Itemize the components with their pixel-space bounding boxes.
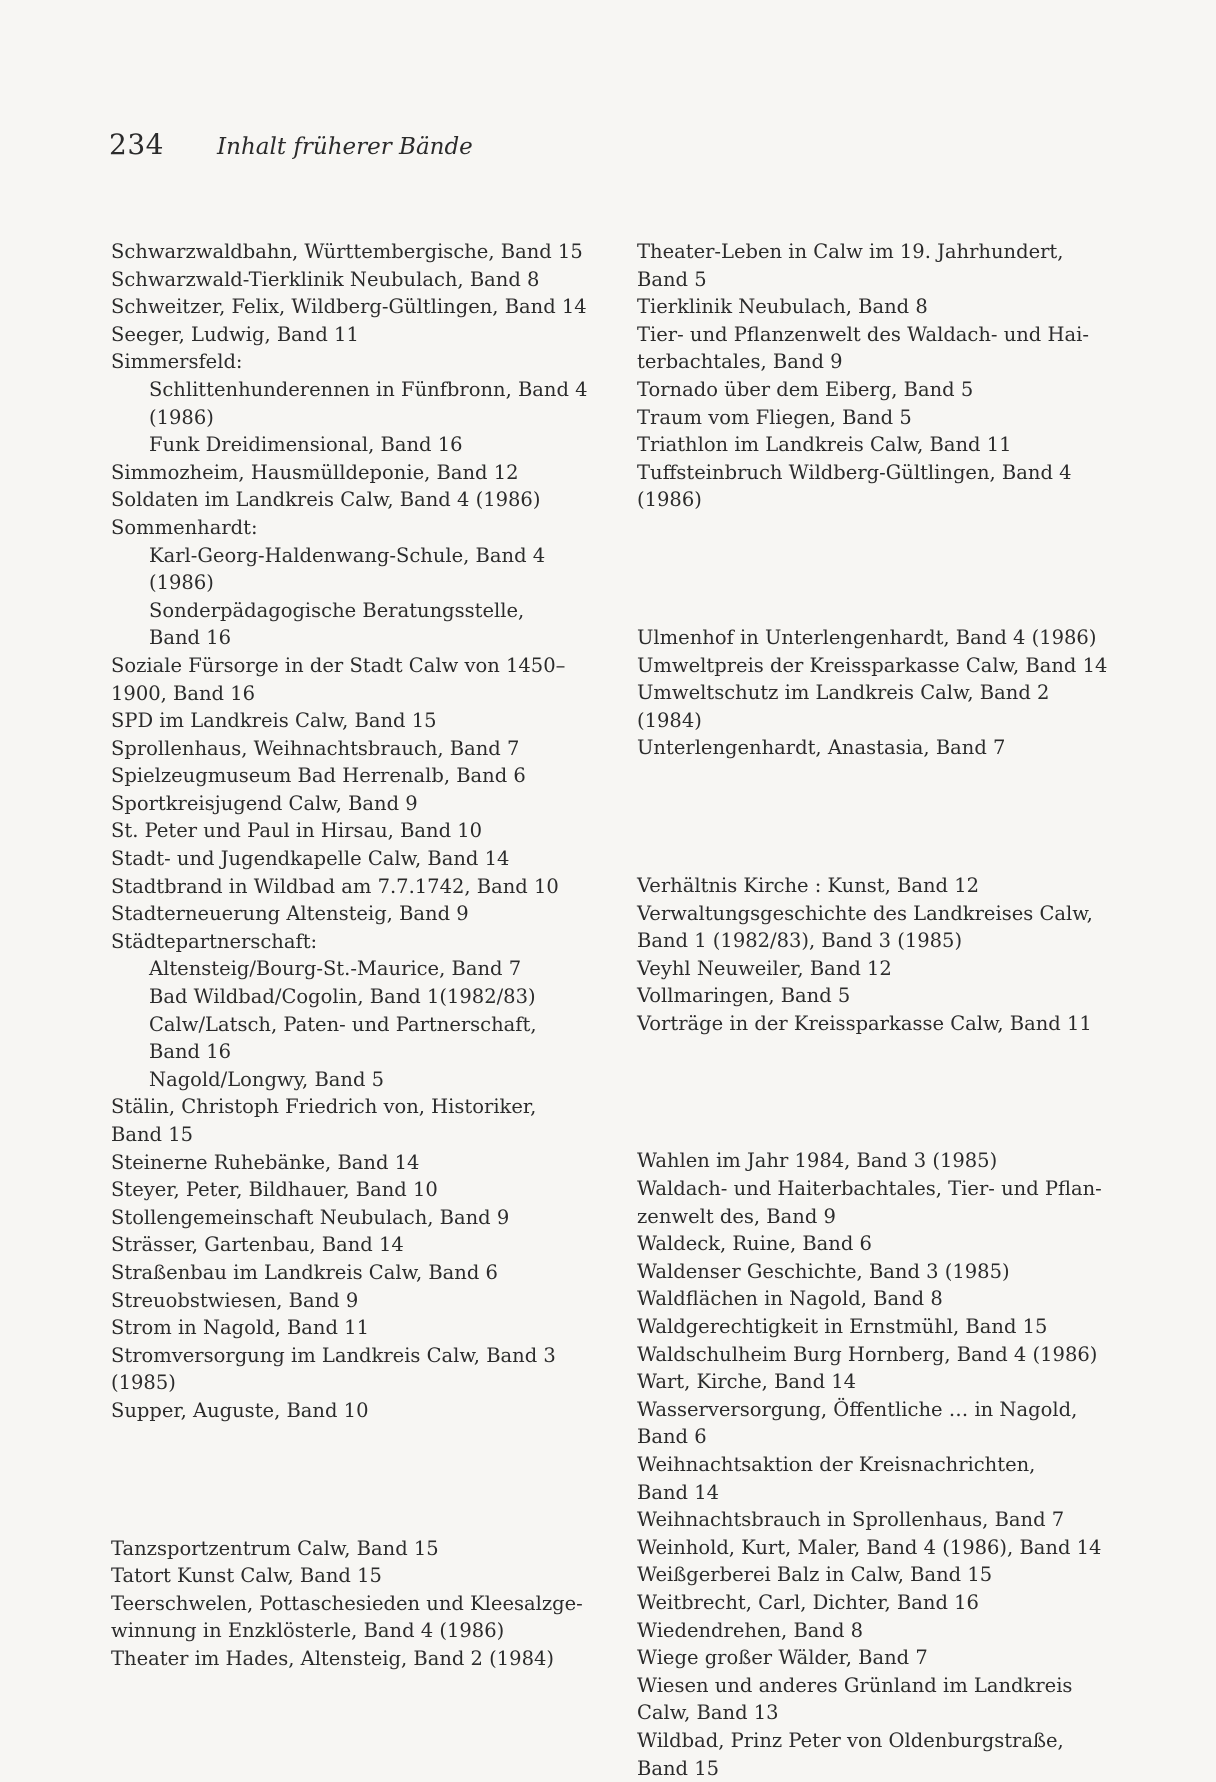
index-entry: Stollengemeinschaft Neubulach, Band 9 bbox=[111, 1205, 510, 1229]
index-subentry: Band 16 bbox=[149, 626, 232, 650]
index-entry: Wart, Kirche, Band 14 bbox=[637, 1370, 857, 1394]
index-entry: Wiesen und anderes Grünland im Landkreis bbox=[637, 1673, 1073, 1697]
index-subentry: Sonderpädagogische Beratungsstelle, bbox=[149, 598, 525, 622]
running-title: Inhalt früherer Bände bbox=[217, 134, 473, 160]
index-entry: Tier- und Pflanzenwelt des Waldach- und Hai- bbox=[637, 322, 1089, 346]
index-entry: Tatort Kunst Calw, Band 15 bbox=[111, 1564, 382, 1588]
index-entry: zenwelt des, Band 9 bbox=[637, 1204, 836, 1228]
index-entry: Band 6 bbox=[637, 1425, 707, 1449]
index-entry: Triathlon im Landkreis Calw, Band 11 bbox=[637, 433, 1012, 457]
index-entry: winnung in Enzklösterle, Band 4 (1986) bbox=[111, 1619, 505, 1643]
index-column-right bbox=[637, 238, 1137, 1782]
index-entry: Tierklinik Neubulach, Band 8 bbox=[637, 295, 928, 319]
index-entry: Simmozheim, Hausmülldeponie, Band 12 bbox=[111, 460, 519, 484]
section-gap bbox=[111, 1425, 611, 1535]
index-entry: terbachtales, Band 9 bbox=[637, 350, 843, 374]
index-entry: Seeger, Ludwig, Band 11 bbox=[111, 322, 359, 346]
index-entry: Soldaten im Landkreis Calw, Band 4 (1986) bbox=[111, 488, 541, 512]
index-entry: (1984) bbox=[637, 708, 702, 732]
index-entry: Umweltpreis der Kreissparkasse Calw, Band 14 bbox=[637, 653, 1108, 677]
index-entry: Weihnachtsbrauch in Sprollenhaus, Band 7 bbox=[637, 1508, 1065, 1532]
index-entry: Simmersfeld: bbox=[111, 350, 243, 374]
index-entry: (1985) bbox=[111, 1371, 176, 1395]
index-entry: Band 15 bbox=[637, 1756, 720, 1780]
index-entry: Waldeck, Ruine, Band 6 bbox=[637, 1232, 872, 1256]
index-entry: Spielzeugmuseum Bad Herrenalb, Band 6 bbox=[111, 764, 526, 788]
index-entry: (1986) bbox=[637, 488, 702, 512]
index-subentry: Nagold/Longwy, Band 5 bbox=[149, 1067, 385, 1091]
section-gap bbox=[637, 1037, 1137, 1147]
index-entry: Steinerne Ruhebänke, Band 14 bbox=[111, 1150, 420, 1174]
index-entry: Waldschulheim Burg Hornberg, Band 4 (1986) bbox=[637, 1342, 1098, 1366]
page-header bbox=[109, 128, 473, 161]
index-entry: Band 15 bbox=[111, 1123, 194, 1146]
index-entry: Unterlengenhardt, Anastasia, Band 7 bbox=[637, 736, 1006, 760]
index-entry: Sommenhardt: bbox=[111, 515, 258, 539]
index-entry: Schwarzwaldbahn, Württembergische, Band 15 bbox=[111, 240, 583, 263]
index-subentry: Calw/Latsch, Paten- und Partnerschaft, bbox=[149, 1012, 537, 1036]
index-subentry: Altensteig/Bourg-St.-Maurice, Band 7 bbox=[149, 957, 522, 981]
index-entry: St. Peter und Paul in Hirsau, Band 10 bbox=[111, 819, 483, 843]
index-entry: Band 5 bbox=[637, 267, 707, 291]
page-number: 234 bbox=[109, 128, 164, 161]
index-entry: Wiedendrehen, Band 8 bbox=[637, 1618, 864, 1642]
index-entry: Tornado über dem Eiberg, Band 5 bbox=[637, 377, 974, 401]
index-entry: Weinhold, Kurt, Maler, Band 4 (1986), Band 14 bbox=[637, 1535, 1102, 1559]
index-entry: Wildbad, Prinz Peter von Oldenburgstraße, bbox=[637, 1728, 1064, 1752]
section-gap bbox=[637, 762, 1137, 872]
index-entry: Städtepartnerschaft: bbox=[111, 929, 318, 953]
index-entry: Sprollenhaus, Weihnachtsbrauch, Band 7 bbox=[111, 736, 520, 760]
index-entry: Steyer, Peter, Bildhauer, Band 10 bbox=[111, 1178, 438, 1202]
index-subentry: Schlittenhunderennen in Fünfbronn, Band 4 bbox=[149, 377, 588, 401]
index-entry: Tuffsteinbruch Wildberg-Gültlingen, Band 4 bbox=[637, 460, 1072, 484]
index-entry: Weihnachtsaktion der Kreisnachrichten, bbox=[637, 1453, 1036, 1476]
index-entry: Straßenbau im Landkreis Calw, Band 6 bbox=[111, 1260, 498, 1284]
index-entry: Wahlen im Jahr 1984, Band 3 (1985) bbox=[637, 1149, 998, 1173]
index-subentry: Funk Dreidimensional, Band 16 bbox=[149, 433, 463, 457]
index-entry: Wiege großer Wälder, Band 7 bbox=[637, 1646, 928, 1670]
index-entry: Verhältnis Kirche : Kunst, Band 12 bbox=[637, 873, 980, 897]
index-entry: Strom in Nagold, Band 11 bbox=[111, 1316, 369, 1340]
index-entry: Wasserversorgung, Öffentliche … in Nagold, bbox=[637, 1397, 1078, 1421]
index-column-left bbox=[111, 238, 611, 1673]
index-entry: Stadtbrand in Wildbad am 7.7.1742, Band 10 bbox=[111, 874, 559, 898]
index-entry: Soziale Fürsorge in der Stadt Calw von 1450– bbox=[111, 653, 566, 677]
index-entry: Supper, Auguste, Band 10 bbox=[111, 1398, 369, 1422]
index-entry: Traum vom Fliegen, Band 5 bbox=[637, 405, 912, 429]
index-entry: Vorträge in der Kreissparkasse Calw, Band 11 bbox=[637, 1011, 1092, 1035]
index-entry: Stadterneuerung Altensteig, Band 9 bbox=[111, 902, 469, 926]
section-gap bbox=[637, 514, 1137, 624]
index-entry: Weitbrecht, Carl, Dichter, Band 16 bbox=[637, 1590, 979, 1614]
index-entry: Waldgerechtigkeit in Ernstmühl, Band 15 bbox=[637, 1315, 1048, 1339]
index-entry: Weißgerberei Balz in Calw, Band 15 bbox=[637, 1563, 993, 1587]
index-entry: Tanzsportzentrum Calw, Band 15 bbox=[111, 1536, 439, 1560]
index-entry: Waldenser Geschichte, Band 3 (1985) bbox=[637, 1259, 1010, 1283]
index-entry: Veyhl Neuweiler, Band 12 bbox=[637, 956, 892, 980]
index-entry: Ulmenhof in Unterlengenhardt, Band 4 (1986) bbox=[637, 625, 1097, 649]
index-entry: Schwarzwald-Tierklinik Neubulach, Band 8 bbox=[111, 267, 540, 291]
index-entry: Theater im Hades, Altensteig, Band 2 (1984) bbox=[111, 1646, 555, 1670]
index-subentry: (1986) bbox=[149, 571, 214, 595]
index-entry: Theater-Leben in Calw im 19. Jahrhundert, bbox=[637, 240, 1064, 263]
index-subentry: Band 16 bbox=[149, 1040, 232, 1064]
index-entry: Waldach- und Haiterbachtales, Tier- und Pflan- bbox=[637, 1177, 1102, 1201]
index-entry: Vollmaringen, Band 5 bbox=[637, 984, 851, 1008]
index-entry: Streuobstwiesen, Band 9 bbox=[111, 1288, 359, 1312]
index-entry: Band 14 bbox=[637, 1480, 720, 1504]
index-entry: Stromversorgung im Landkreis Calw, Band 3 bbox=[111, 1343, 556, 1367]
index-entry: Strässer, Gartenbau, Band 14 bbox=[111, 1233, 404, 1257]
index-entry: 1900, Band 16 bbox=[111, 681, 256, 705]
index-subentry: Bad Wildbad/Cogolin, Band 1(1982/83) bbox=[149, 985, 536, 1009]
index-entry: Verwaltungsgeschichte des Landkreises Calw, bbox=[637, 901, 1093, 925]
index-entry: Waldflächen in Nagold, Band 8 bbox=[637, 1287, 943, 1311]
index-entry: Sportkreisjugend Calw, Band 9 bbox=[111, 791, 418, 815]
index-entry: Schweitzer, Felix, Wildberg-Gültlingen, Band 14 bbox=[111, 295, 587, 319]
index-entry: Calw, Band 13 bbox=[637, 1701, 779, 1725]
index-entry: Stadt- und Jugendkapelle Calw, Band 14 bbox=[111, 847, 510, 871]
index-entry: Teerschwelen, Pottaschesieden und Kleesalzge- bbox=[111, 1591, 583, 1615]
index-entry: SPD im Landkreis Calw, Band 15 bbox=[111, 709, 437, 733]
index-subentry: Karl-Georg-Haldenwang-Schule, Band 4 bbox=[149, 543, 546, 567]
index-entry: Umweltschutz im Landkreis Calw, Band 2 bbox=[637, 681, 1050, 705]
index-entry: Stälin, Christoph Friedrich von, Historiker, bbox=[111, 1095, 537, 1119]
index-entry: Band 1 (1982/83), Band 3 (1985) bbox=[637, 929, 963, 953]
index-subentry: (1986) bbox=[149, 405, 214, 429]
